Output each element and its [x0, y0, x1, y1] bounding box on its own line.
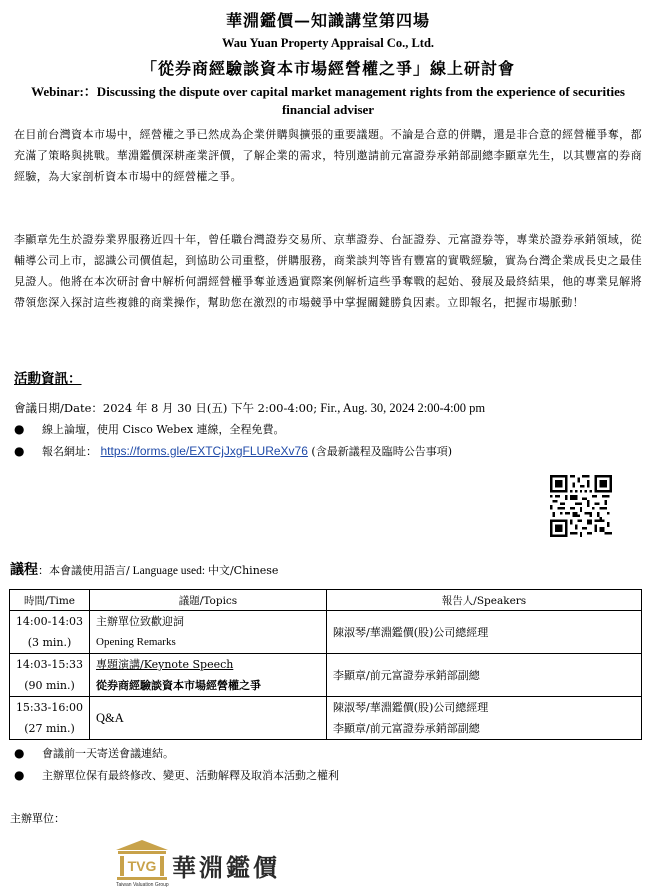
- topic-en: 從券商經驗談資本市場經營權之爭: [96, 679, 261, 692]
- bullet-icon: ●: [14, 746, 25, 760]
- row-speaker: 陳淑琴/華淵鑑價(股)公司總經理: [327, 611, 642, 654]
- signup-label: 報名網址：: [42, 445, 101, 458]
- header-time: 時間/Time: [10, 590, 90, 611]
- row-time: [10, 654, 90, 697]
- bullet-online: [14, 420, 285, 439]
- agenda-label-line: [10, 559, 278, 579]
- time-duration: (90 min.): [24, 679, 75, 692]
- event-date: [14, 399, 485, 417]
- bullet-icon: ●: [14, 422, 25, 436]
- intro-paragraph-1: 在目前台灣資本市場中，經營權之爭已然成為企業併購與擴張的重要議題。不論是合意的併購，還是非合意的經營權爭奪，都充滿了策略與挑戰。華淵鑑價深耕產業評價，了解企業的需求，特別邀請前元富證券承銷部副總李顯章先生，以其豐富的券商經驗，為大家剖析資本市場中的經營權之爭。: [14, 128, 642, 183]
- row-topic: [90, 611, 327, 654]
- bullet-icon: ●: [14, 444, 25, 458]
- bullet-icon: ●: [14, 768, 25, 782]
- logo-mark: TVG: [127, 858, 157, 874]
- logo-subtitle: Taiwan Valuation Group: [116, 882, 169, 888]
- speaker-1: 陳淑琴/華淵鑑價(股)公司總經理: [333, 701, 489, 714]
- time-range: 15:33-16:00: [15, 701, 84, 714]
- row-time: [10, 697, 90, 740]
- table-row: [10, 611, 642, 654]
- intro-paragraph-2: 李顯章先生於證券業界服務近四十年，曾任職台灣證券交易所、京華證券、台証證券、元富證券等，專業於證券承銷領域，從輔導公司上市，認識公司價值起，到協助公司重整，併購服務，商業談判等皆有豐富的實戰經驗，實為台灣企業成長史之最佳見證人。他將在本次研討會中解析何謂經營權爭奪並透過實際案例解析這些爭奪戰的起始、發展及最終結果，他的專業見解將帶領您深入探討這些複雜的商業操作，幫助您在激烈的市場競爭中掌握關鍵勝負因素。立即報名，把握市場脈動！: [14, 233, 642, 309]
- row-topic: [90, 697, 327, 740]
- seminar-title-zh: 「從券商經驗談資本市場經營權之爭」線上研討會: [140, 59, 515, 78]
- header-speakers: 報告人/Speakers: [327, 590, 642, 611]
- agenda-label: 議程: [10, 562, 38, 578]
- agenda-table: [9, 589, 642, 740]
- note-2-text: 主辦單位保有最終修改、變更、活動解釋及取消本活動之權利: [42, 769, 339, 782]
- company-name-en: Wau Yuan Property Appraisal Co., Ltd.: [221, 36, 435, 50]
- webinar-title-en: Webinar:：Discussing the dispute over capital market management rights from the experience of securities financial adviser: [31, 84, 625, 117]
- topic-zh: Q&A: [96, 710, 124, 725]
- organizer-label: 主辦單位：: [10, 812, 65, 825]
- note-1-text: 會議前一天寄送會議連結。: [42, 747, 174, 760]
- row-topic: [90, 654, 327, 697]
- title-zh: 華淵鑑價—知識講堂第四場: [225, 11, 430, 30]
- qr-code-icon[interactable]: [550, 475, 612, 537]
- row-time: [10, 611, 90, 654]
- table-header-row: [10, 590, 642, 611]
- topic-zh: 專題演講/Keynote Speech: [96, 658, 234, 671]
- time-range: 14:00-14:03: [15, 615, 84, 628]
- signup-link[interactable]: https://forms.gle/EXTCjJxgFLUReXv76: [100, 444, 308, 458]
- table-row: [10, 654, 642, 697]
- signup-note: (含最新議程及臨時公告事項): [307, 445, 452, 458]
- time-range: 14:03-15:33: [15, 658, 84, 671]
- table-row: [10, 697, 642, 740]
- row-speaker: 李顯章/前元富證券承銷部副總: [327, 654, 642, 697]
- date-zh: 2024 年 8 月 30 日(五) 下午 2:00-4:00;: [102, 401, 318, 415]
- note-1: [14, 744, 174, 763]
- logo-name: 華淵鑑價: [172, 853, 280, 882]
- note-2: [14, 766, 339, 785]
- date-en: Fir., Aug. 30, 2024 2:00-4:00 pm: [317, 401, 486, 415]
- online-note: 線上論壇，使用 Cisco Webex 連線，全程免費。: [42, 423, 285, 436]
- event-info-heading: 活動資訊：: [14, 371, 82, 387]
- speaker-2: 李顯章/前元富證券承銷部副總: [333, 722, 480, 735]
- language-prefix: ：本會議使用語言/: [38, 564, 130, 577]
- time-duration: (27 min.): [24, 722, 75, 735]
- language-en: Language used:: [129, 565, 208, 577]
- date-prefix: 會議日期/Date：: [14, 401, 103, 415]
- time-duration: (3 min.): [27, 636, 72, 649]
- row-speaker: [327, 697, 642, 740]
- header-topics: 議題/Topics: [90, 590, 327, 611]
- language-zh: 中文/Chinese: [207, 564, 279, 577]
- topic-en: Opening Remarks: [96, 636, 176, 648]
- topic-zh: 主辦單位致歡迎詞: [96, 615, 184, 628]
- bullet-signup: [14, 442, 452, 461]
